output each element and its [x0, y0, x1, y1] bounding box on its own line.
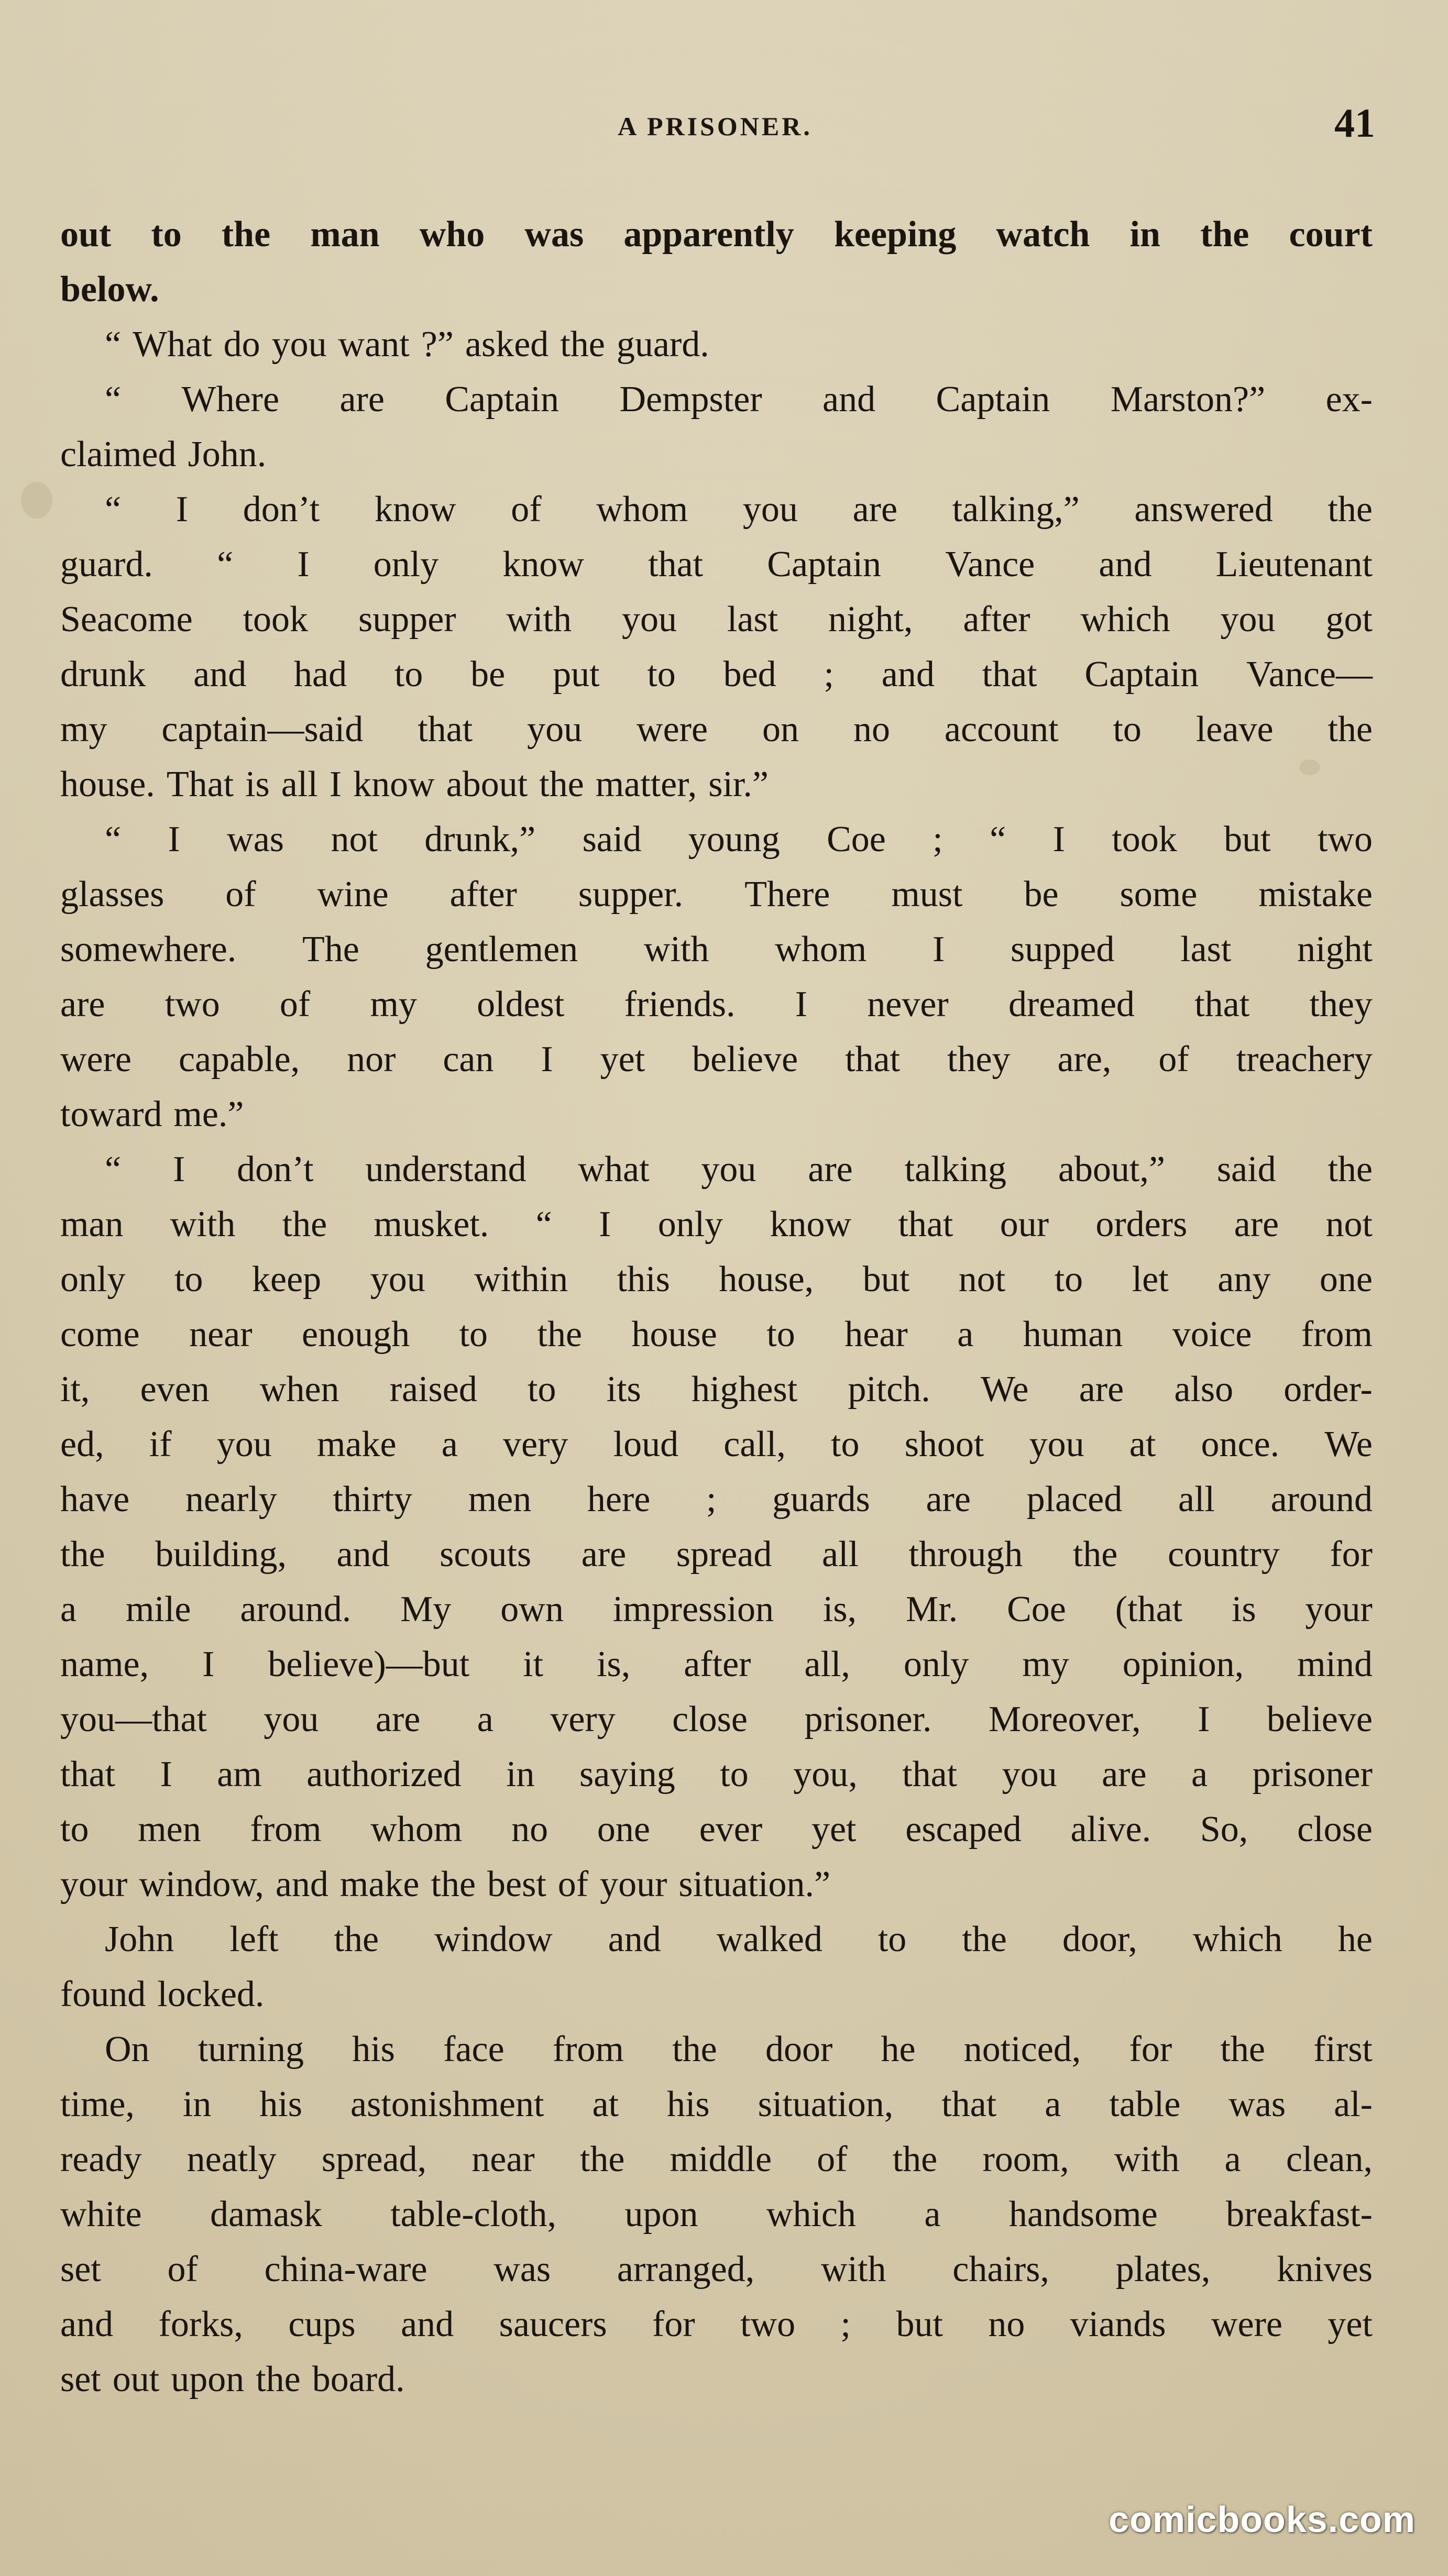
text-line: set of china-ware was arranged, with chairs, plates, knives	[60, 2249, 1373, 2289]
text-line: and forks, cups and saucers for two ; but no viands were yet	[60, 2304, 1373, 2344]
text-line: claimed John.	[60, 434, 267, 475]
text-line: that I am authorized in saying to you, that you are a prisoner	[60, 1754, 1373, 1795]
text-line: name, I believe)—but it is, after all, only my opinion, mind	[60, 1644, 1373, 1685]
text-line: guard. “ I only know that Captain Vance and Lieutenant	[60, 544, 1373, 585]
text-line: it, even when raised to its highest pitch. We are also order-	[60, 1369, 1373, 1410]
text-line: are two of my oldest friends. I never dreamed that they	[60, 984, 1373, 1025]
running-head	[55, 100, 1375, 157]
body-text	[60, 207, 1373, 2407]
text-line: only to keep you within this house, but not to let any one	[60, 1259, 1373, 1300]
text-line: set out upon the board.	[60, 2359, 405, 2399]
text-line: John left the window and walked to the door, which he	[105, 1919, 1373, 1959]
text-line: On turning his face from the door he noticed, for the first	[105, 2029, 1373, 2069]
text-line: below.	[60, 269, 159, 310]
text-line: man with the musket. “ I only know that our orders are not	[60, 1204, 1373, 1245]
text-line: time, in his astonishment at his situation, that a table was al-	[60, 2084, 1373, 2124]
text-line: Seacome took supper with you last night, after which you got	[60, 599, 1373, 640]
text-line: out to the man who was apparently keeping watch in the court	[60, 214, 1373, 255]
text-line: found locked.	[60, 1974, 265, 2014]
text-line: toward me.”	[60, 1094, 244, 1135]
text-line: somewhere. The gentlemen with whom I supped last night	[60, 929, 1373, 970]
watermark: comicbooks.com	[1109, 2499, 1416, 2540]
text-line: a mile around. My own impression is, Mr. Coe (that is your	[60, 1589, 1373, 1630]
text-line: “ Where are Captain Dempster and Captain Marston?” ex-	[105, 379, 1373, 420]
text-line: my captain—said that you were on no account to leave the	[60, 709, 1373, 750]
text-line: ready neatly spread, near the middle of the room, with a clean,	[60, 2139, 1373, 2179]
text-line: drunk and had to be put to bed ; and that Captain Vance—	[60, 654, 1373, 695]
running-title: A PRISONER.	[618, 112, 813, 141]
text-line: have nearly thirty men here ; guards are placed all around	[60, 1479, 1373, 1520]
paper-stain	[21, 482, 52, 519]
text-line: come near enough to the house to hear a human voice from	[60, 1314, 1373, 1355]
page-number: 41	[1334, 100, 1375, 146]
text-line: you—that you are a very close prisoner. Moreover, I believe	[60, 1699, 1373, 1740]
text-line: white damask table-cloth, upon which a handsome breakfast-	[60, 2194, 1373, 2234]
text-line: to men from whom no one ever yet escaped alive. So, close	[60, 1809, 1373, 1850]
text-line: glasses of wine after supper. There must be some mistake	[60, 874, 1373, 915]
text-line: “ What do you want ?” asked the guard.	[105, 324, 709, 365]
text-line: “ I don’t understand what you are talking about,” said the	[105, 1149, 1373, 1190]
text-line: the building, and scouts are spread all through the country for	[60, 1534, 1373, 1575]
text-line: ed, if you make a very loud call, to shoot you at once. We	[60, 1424, 1373, 1465]
text-line: your window, and make the best of your situation.”	[60, 1864, 831, 1905]
text-line: “ I don’t know of whom you are talking,” answered the	[105, 489, 1373, 530]
text-line: were capable, nor can I yet believe that they are, of treachery	[60, 1039, 1373, 1080]
text-line: “ I was not drunk,” said young Coe ; “ I took but two	[105, 819, 1373, 860]
text-line: house. That is all I know about the matter, sir.”	[60, 764, 769, 805]
